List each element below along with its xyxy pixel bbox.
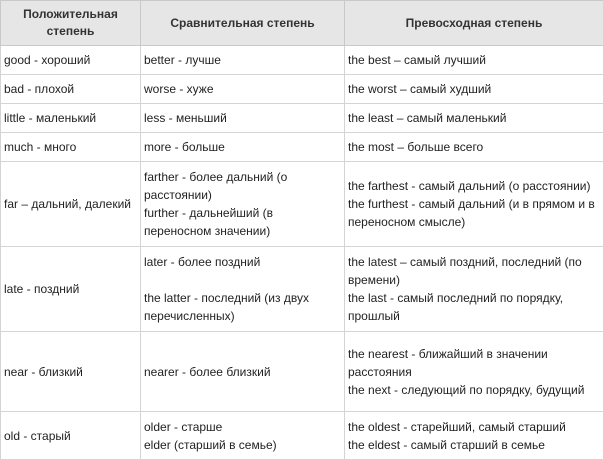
superlative-line: the farthest - самый дальний (о расстоянии)	[348, 177, 599, 195]
cell-superlative	[345, 412, 603, 460]
comparative-line: the latter - последний (из двух перечисленных)	[144, 289, 340, 325]
superlative-line: the latest – самый поздний, последний (по времени)	[348, 253, 599, 289]
line-gap	[144, 271, 340, 289]
cell-positive: good - хороший	[1, 46, 141, 75]
superlative-line: the last - самый последний по порядку, прошлый	[348, 289, 599, 325]
cell-positive: old - старый	[1, 412, 141, 460]
table-row	[1, 104, 603, 133]
cell-superlative	[345, 75, 603, 104]
cell-comparative	[141, 162, 345, 247]
cell-comparative	[141, 332, 345, 412]
comparative-line: more - больше	[144, 138, 340, 156]
cell-superlative	[345, 162, 603, 247]
header-superlative: Превосходная степень	[345, 1, 603, 46]
cell-comparative	[141, 133, 345, 162]
cell-positive: much - много	[1, 133, 141, 162]
table-row	[1, 75, 603, 104]
cell-positive: late - поздний	[1, 247, 141, 332]
superlative-line: the eldest - самый старший в семье	[348, 436, 599, 454]
cell-superlative	[345, 247, 603, 332]
table-row	[1, 162, 603, 247]
cell-comparative	[141, 412, 345, 460]
cell-positive: near - близкий	[1, 332, 141, 412]
table-row	[1, 133, 603, 162]
table-row	[1, 332, 603, 412]
cell-positive: little - маленький	[1, 104, 141, 133]
superlative-line: the worst – самый худший	[348, 80, 599, 98]
comparative-line: better - лучше	[144, 51, 340, 69]
superlative-line: the furthest - самый дальний (и в прямом и в переносном смысле)	[348, 195, 599, 231]
cell-superlative	[345, 133, 603, 162]
cell-positive: bad - плохой	[1, 75, 141, 104]
cell-positive: far – дальний, далекий	[1, 162, 141, 247]
comparative-line: less - меньший	[144, 109, 340, 127]
table-row	[1, 46, 603, 75]
comparative-line: older - старше	[144, 418, 340, 436]
comparative-line: later - более поздний	[144, 253, 340, 271]
header-comparative: Сравнительная степень	[141, 1, 345, 46]
cell-comparative	[141, 75, 345, 104]
table-header-row	[1, 1, 603, 46]
comparative-line: farther - более дальний (о расстоянии)	[144, 168, 340, 204]
table-row	[1, 412, 603, 460]
superlative-line: the oldest - старейший, самый старший	[348, 418, 599, 436]
cell-comparative	[141, 247, 345, 332]
comparative-line: nearer - более близкий	[144, 363, 340, 381]
cell-superlative	[345, 332, 603, 412]
cell-superlative	[345, 46, 603, 75]
table-row	[1, 247, 603, 332]
cell-comparative	[141, 46, 345, 75]
superlative-line: the nearest - ближайший в значении расстояния	[348, 345, 599, 381]
superlative-line: the most – больше всего	[348, 138, 599, 156]
superlative-line: the next - следующий по порядку, будущий	[348, 381, 599, 399]
comparative-line: further - дальнейший (в переносном значении)	[144, 204, 340, 240]
superlative-line: the least – самый маленький	[348, 109, 599, 127]
comparative-line: worse - хуже	[144, 80, 340, 98]
header-positive: Положительная степень	[1, 1, 141, 46]
superlative-line: the best – самый лучший	[348, 51, 599, 69]
cell-superlative	[345, 104, 603, 133]
cell-comparative	[141, 104, 345, 133]
comparative-line: elder (старший в семье)	[144, 436, 340, 454]
